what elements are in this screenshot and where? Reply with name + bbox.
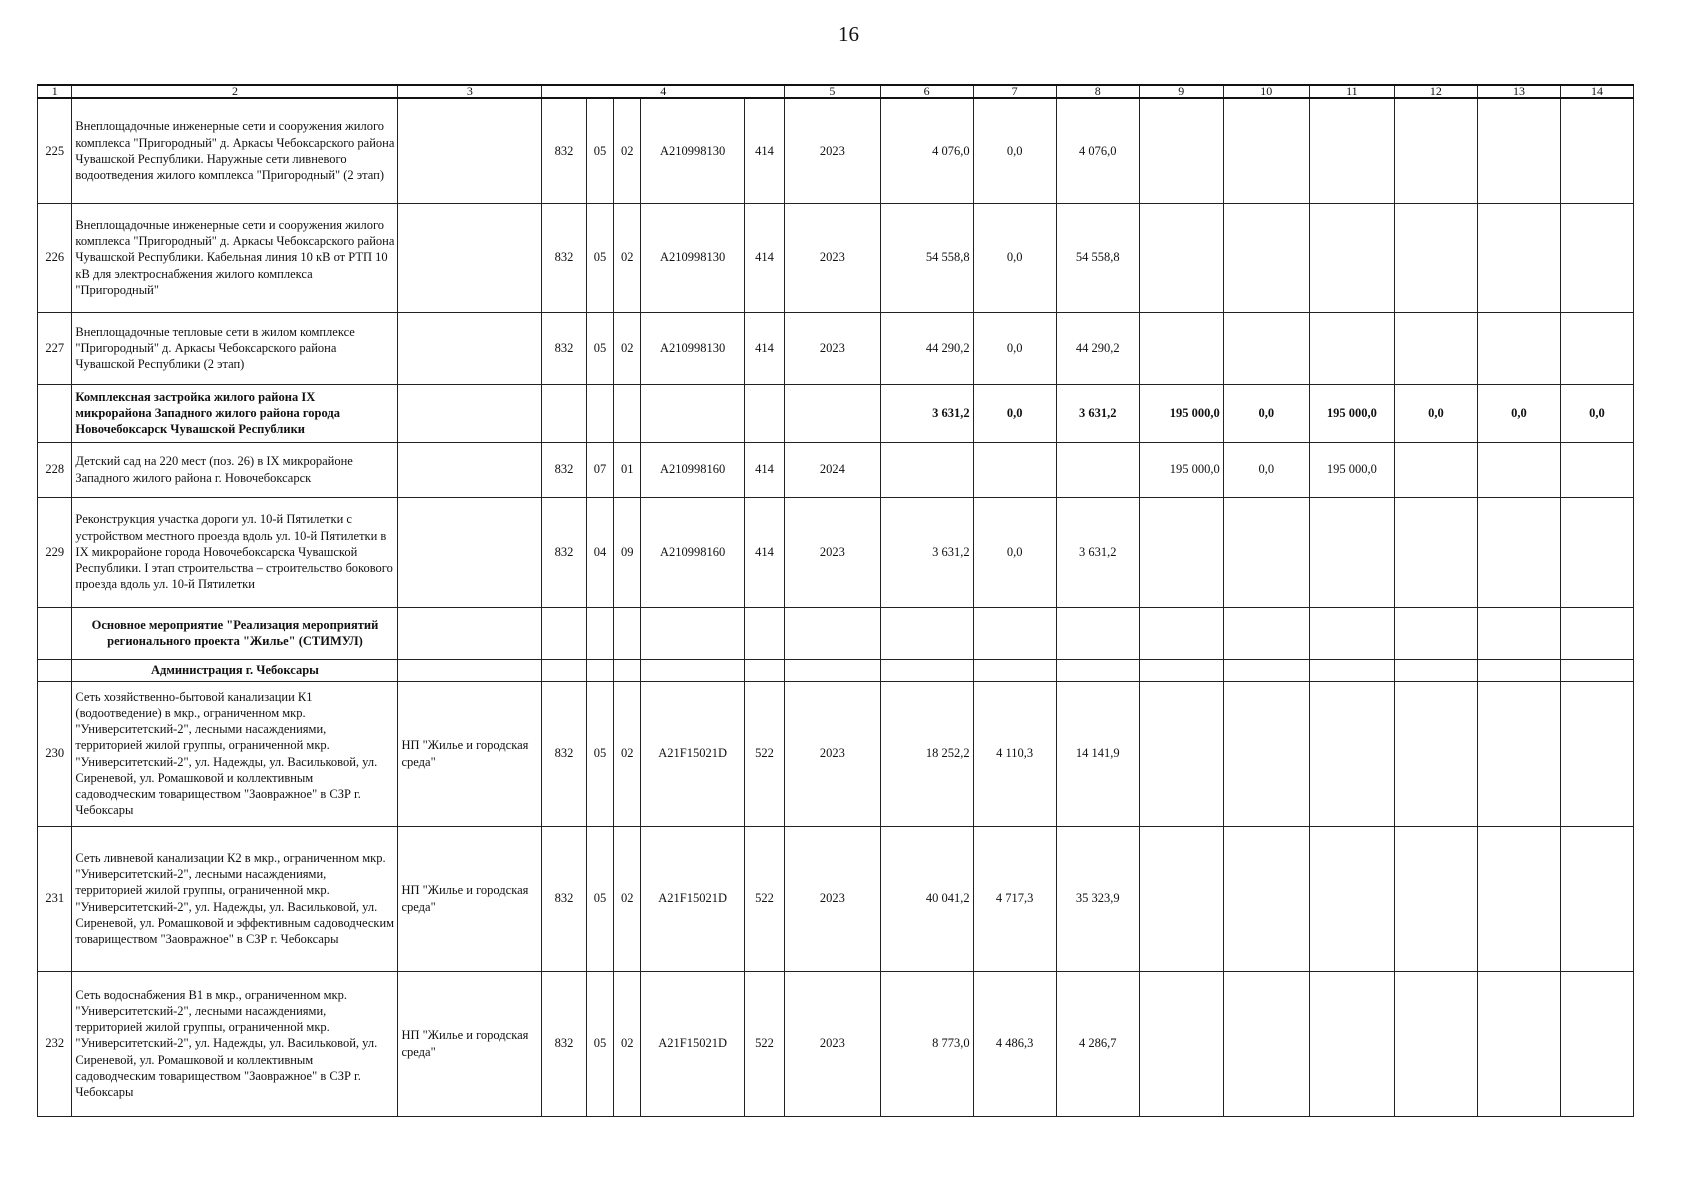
section-code: 05: [586, 203, 613, 312]
value-col14: [1560, 203, 1633, 312]
value-col14: [1560, 826, 1633, 971]
section-code: 05: [586, 971, 613, 1116]
col-header: 3: [398, 85, 542, 98]
value-col6: [880, 442, 973, 497]
value-col9: [1139, 497, 1223, 607]
expense-type-code: 414: [744, 98, 785, 203]
year-cell: 2023: [785, 497, 880, 607]
expense-type-code: [744, 659, 785, 681]
value-col11: 195 000,0: [1309, 442, 1394, 497]
value-col8: 44 290,2: [1056, 312, 1139, 384]
year-cell: 2023: [785, 681, 880, 826]
col-header: 1: [38, 85, 72, 98]
value-col7: 0,0: [973, 497, 1056, 607]
value-col8: [1056, 607, 1139, 659]
value-col6: 54 558,8: [880, 203, 973, 312]
section-code: 07: [586, 442, 613, 497]
item-name: Внеплощадочные инженерные сети и сооружения жилого комплекса "Пригородный" д. Аркасы Чебоксарского района Чувашской Республики. Кабельная линия 10 кВ от РТП 10 кВ для электроснабжения жилого комплекса "Пригородный": [72, 203, 398, 312]
year-cell: [785, 384, 880, 442]
value-col7: [973, 659, 1056, 681]
value-col7: 0,0: [973, 98, 1056, 203]
section-code: [586, 384, 613, 442]
target-article-code: [641, 607, 744, 659]
col-header: 11: [1309, 85, 1394, 98]
row-number: [38, 659, 72, 681]
value-col10: [1223, 203, 1309, 312]
expense-type-code: 414: [744, 497, 785, 607]
value-col9: [1139, 98, 1223, 203]
administrator-row: [38, 659, 1634, 681]
row-number: [38, 384, 72, 442]
value-col9: 195 000,0: [1139, 384, 1223, 442]
value-col14: [1560, 98, 1633, 203]
grbs-code: 832: [542, 442, 587, 497]
target-article-code: A210998160: [641, 497, 744, 607]
value-col6: 8 773,0: [880, 971, 973, 1116]
value-col14: [1560, 442, 1633, 497]
group-total-row: [38, 384, 1634, 442]
target-article-code: A21F15021D: [641, 681, 744, 826]
value-col8: 4 076,0: [1056, 98, 1139, 203]
value-col14: [1560, 607, 1633, 659]
value-col11: [1309, 312, 1394, 384]
value-col7: 0,0: [973, 203, 1056, 312]
target-article-code: A210998130: [641, 203, 744, 312]
row-number: 225: [38, 98, 72, 203]
grbs-code: 832: [542, 826, 587, 971]
value-col11: [1309, 98, 1394, 203]
subsection-code: [614, 607, 641, 659]
value-col9: 195 000,0: [1139, 442, 1223, 497]
section-code: 05: [586, 312, 613, 384]
project-cell: НП "Жилье и городская среда": [398, 681, 542, 826]
value-col7: 0,0: [973, 312, 1056, 384]
subsection-code: 02: [614, 98, 641, 203]
value-col6: 18 252,2: [880, 681, 973, 826]
table-row: [38, 98, 1634, 203]
subsection-code: 01: [614, 442, 641, 497]
value-col8: 3 631,2: [1056, 384, 1139, 442]
table-row: [38, 971, 1634, 1116]
col-header: 14: [1560, 85, 1633, 98]
project-cell: [398, 442, 542, 497]
value-col6: 4 076,0: [880, 98, 973, 203]
value-col9: [1139, 971, 1223, 1116]
value-col11: [1309, 971, 1394, 1116]
value-col10: [1223, 681, 1309, 826]
value-col13: [1477, 826, 1560, 971]
subsection-code: [614, 659, 641, 681]
value-col13: 0,0: [1477, 384, 1560, 442]
value-col6: [880, 607, 973, 659]
grbs-code: 832: [542, 971, 587, 1116]
grbs-code: 832: [542, 203, 587, 312]
value-col10: [1223, 98, 1309, 203]
subsection-code: [614, 384, 641, 442]
value-col12: [1394, 203, 1477, 312]
value-col7: [973, 442, 1056, 497]
value-col10: [1223, 659, 1309, 681]
expense-type-code: 414: [744, 312, 785, 384]
target-article-code: A21F15021D: [641, 971, 744, 1116]
value-col14: [1560, 497, 1633, 607]
value-col8: [1056, 659, 1139, 681]
value-col10: [1223, 497, 1309, 607]
year-cell: 2024: [785, 442, 880, 497]
main-activity-heading: Основное мероприятие "Реализация мероприятий регионального проекта "Жилье" (СТИМУЛ): [72, 607, 398, 659]
section-code: [586, 607, 613, 659]
col-header: 10: [1223, 85, 1309, 98]
subsection-code: 02: [614, 826, 641, 971]
value-col13: [1477, 971, 1560, 1116]
year-cell: [785, 659, 880, 681]
value-col13: [1477, 497, 1560, 607]
col-header: 8: [1056, 85, 1139, 98]
grbs-code: 832: [542, 497, 587, 607]
expense-type-code: 414: [744, 442, 785, 497]
value-col9: [1139, 607, 1223, 659]
value-col6: 40 041,2: [880, 826, 973, 971]
table-row: [38, 203, 1634, 312]
col-header: 5: [785, 85, 880, 98]
project-cell: НП "Жилье и городская среда": [398, 971, 542, 1116]
item-name: Сеть ливневой канализации К2 в мкр., ограниченном мкр. "Университетский-2", лесными насаждениями, территорией жилой группы, ограниченной мкр. "Университетский-2", ул. Надежды, ул. Васильковой, ул. Сиреневой, ул. Ромашковой и эффективным садоводческим товариществом "Заовражное" в СЗР г. Чебоксары: [72, 826, 398, 971]
value-col13: [1477, 442, 1560, 497]
table-row: [38, 442, 1634, 497]
value-col8: [1056, 442, 1139, 497]
project-cell: [398, 312, 542, 384]
value-col7: 4 110,3: [973, 681, 1056, 826]
value-col10: [1223, 971, 1309, 1116]
value-col9: [1139, 659, 1223, 681]
value-col10: [1223, 826, 1309, 971]
item-name: Реконструкция участка дороги ул. 10-й Пятилетки с устройством местного проезда вдоль ул. 10-й Пятилетки в IX микрорайоне города Новочебоксарска Чувашской Республики. I этап строительства – строительство бокового проезда вдоль ул. 10-й Пятилетки: [72, 497, 398, 607]
target-article-code: A210998160: [641, 442, 744, 497]
row-number: 227: [38, 312, 72, 384]
value-col10: 0,0: [1223, 442, 1309, 497]
project-cell: [398, 384, 542, 442]
expense-type-code: [744, 607, 785, 659]
value-col8: 35 323,9: [1056, 826, 1139, 971]
year-cell: [785, 607, 880, 659]
grbs-code: [542, 607, 587, 659]
grbs-code: [542, 384, 587, 442]
value-col7: 4 486,3: [973, 971, 1056, 1116]
value-col12: [1394, 607, 1477, 659]
value-col11: [1309, 607, 1394, 659]
value-col7: 0,0: [973, 384, 1056, 442]
value-col6: 3 631,2: [880, 384, 973, 442]
project-cell: [398, 607, 542, 659]
row-number: 229: [38, 497, 72, 607]
value-col11: [1309, 826, 1394, 971]
target-article-code: [641, 659, 744, 681]
value-col12: [1394, 659, 1477, 681]
value-col6: 3 631,2: [880, 497, 973, 607]
value-col12: [1394, 971, 1477, 1116]
value-col14: 0,0: [1560, 384, 1633, 442]
expense-type-code: 414: [744, 203, 785, 312]
value-col12: 0,0: [1394, 384, 1477, 442]
table-row: [38, 826, 1634, 971]
value-col10: [1223, 312, 1309, 384]
value-col11: [1309, 681, 1394, 826]
value-col9: [1139, 826, 1223, 971]
subsection-code: 02: [614, 312, 641, 384]
value-col13: [1477, 312, 1560, 384]
value-col11: [1309, 659, 1394, 681]
section-heading-row: [38, 607, 1634, 659]
year-cell: 2023: [785, 826, 880, 971]
target-article-code: A210998130: [641, 98, 744, 203]
grbs-code: [542, 659, 587, 681]
col-header: 4: [542, 85, 785, 98]
expense-type-code: 522: [744, 971, 785, 1116]
value-col14: [1560, 312, 1633, 384]
value-col12: [1394, 98, 1477, 203]
value-col10: 0,0: [1223, 384, 1309, 442]
section-code: [586, 659, 613, 681]
value-col6: 44 290,2: [880, 312, 973, 384]
value-col11: 195 000,0: [1309, 384, 1394, 442]
project-cell: НП "Жилье и городская среда": [398, 826, 542, 971]
value-col13: [1477, 203, 1560, 312]
value-col9: [1139, 681, 1223, 826]
grbs-code: 832: [542, 98, 587, 203]
project-cell: [398, 98, 542, 203]
grbs-code: 832: [542, 681, 587, 826]
section-code: 05: [586, 826, 613, 971]
value-col11: [1309, 497, 1394, 607]
row-number: 230: [38, 681, 72, 826]
value-col14: [1560, 971, 1633, 1116]
value-col10: [1223, 607, 1309, 659]
item-name: Сеть водоснабжения В1 в мкр., ограниченном мкр. "Университетский-2", лесными насаждениями, территорией жилой группы, ограниченной мкр. "Университетский-2", ул. Надежды, ул. Васильковой, ул. Сиреневой, ул. Ромашковой и коллективным садоводческим товариществом "Заовражное" в СЗР г. Чебоксары: [72, 971, 398, 1116]
table-row: [38, 312, 1634, 384]
year-cell: 2023: [785, 203, 880, 312]
col-header: 13: [1477, 85, 1560, 98]
group-name: Комплексная застройка жилого района IX микрорайона Западного жилого района города Новочебоксарск Чувашской Республики: [72, 384, 398, 442]
value-col7: [973, 607, 1056, 659]
subsection-code: 02: [614, 203, 641, 312]
col-header: 9: [1139, 85, 1223, 98]
value-col13: [1477, 659, 1560, 681]
value-col11: [1309, 203, 1394, 312]
col-header: 2: [72, 85, 398, 98]
subsection-code: 02: [614, 971, 641, 1116]
expense-type-code: [744, 384, 785, 442]
value-col6: [880, 659, 973, 681]
value-col12: [1394, 442, 1477, 497]
grbs-code: 832: [542, 312, 587, 384]
value-col14: [1560, 681, 1633, 826]
value-col12: [1394, 681, 1477, 826]
target-article-code: [641, 384, 744, 442]
value-col8: 4 286,7: [1056, 971, 1139, 1116]
value-col9: [1139, 203, 1223, 312]
row-number: 232: [38, 971, 72, 1116]
value-col7: 4 717,3: [973, 826, 1056, 971]
value-col13: [1477, 681, 1560, 826]
value-col13: [1477, 98, 1560, 203]
column-number-row: [38, 85, 1634, 98]
item-name: Внеплощадочные инженерные сети и сооружения жилого комплекса "Пригородный" д. Аркасы Чебоксарского района Чувашской Республики. Наружные сети ливневого водоотведения жилого комплекса "Пригородный" (2 этап): [72, 98, 398, 203]
target-article-code: A21F15021D: [641, 826, 744, 971]
year-cell: 2023: [785, 98, 880, 203]
project-cell: [398, 659, 542, 681]
year-cell: 2023: [785, 971, 880, 1116]
row-number: 231: [38, 826, 72, 971]
value-col14: [1560, 659, 1633, 681]
project-cell: [398, 203, 542, 312]
project-cell: [398, 497, 542, 607]
value-col8: 3 631,2: [1056, 497, 1139, 607]
section-code: 05: [586, 681, 613, 826]
administrator-name: Администрация г. Чебоксары: [72, 659, 398, 681]
year-cell: 2023: [785, 312, 880, 384]
expense-type-code: 522: [744, 826, 785, 971]
value-col12: [1394, 826, 1477, 971]
page-number: 16: [838, 22, 859, 46]
section-code: 05: [586, 98, 613, 203]
row-number: 226: [38, 203, 72, 312]
expense-type-code: 522: [744, 681, 785, 826]
subsection-code: 09: [614, 497, 641, 607]
item-name: Детский сад на 220 мест (поз. 26) в IX микрорайоне Западного жилого района г. Новочебоксарск: [72, 442, 398, 497]
subsection-code: 02: [614, 681, 641, 826]
value-col9: [1139, 312, 1223, 384]
value-col12: [1394, 497, 1477, 607]
value-col13: [1477, 607, 1560, 659]
section-code: 04: [586, 497, 613, 607]
table-row: [38, 497, 1634, 607]
col-header: 6: [880, 85, 973, 98]
item-name: Сеть хозяйственно-бытовой канализации К1 (водоотведение) в мкр., ограниченном мкр. "Университетский-2", лесными насаждениями, территорией жилой группы, ограниченной мкр. "Университетский-2", ул. Надежды, ул. Васильковой, ул. Сиреневой, ул. Ромашковой и коллективным садоводческим товариществом "Заовражное" в СЗР г. Чебоксары: [72, 681, 398, 826]
row-number: [38, 607, 72, 659]
value-col8: 14 141,9: [1056, 681, 1139, 826]
value-col12: [1394, 312, 1477, 384]
item-name: Внеплощадочные тепловые сети в жилом комплексе "Пригородный" д. Аркасы Чебоксарского района Чувашской Республики (2 этап): [72, 312, 398, 384]
value-col8: 54 558,8: [1056, 203, 1139, 312]
col-header: 12: [1394, 85, 1477, 98]
table-row: [38, 681, 1634, 826]
row-number: 228: [38, 442, 72, 497]
target-article-code: A210998130: [641, 312, 744, 384]
budget-table: [37, 84, 1634, 1117]
col-header: 7: [973, 85, 1056, 98]
